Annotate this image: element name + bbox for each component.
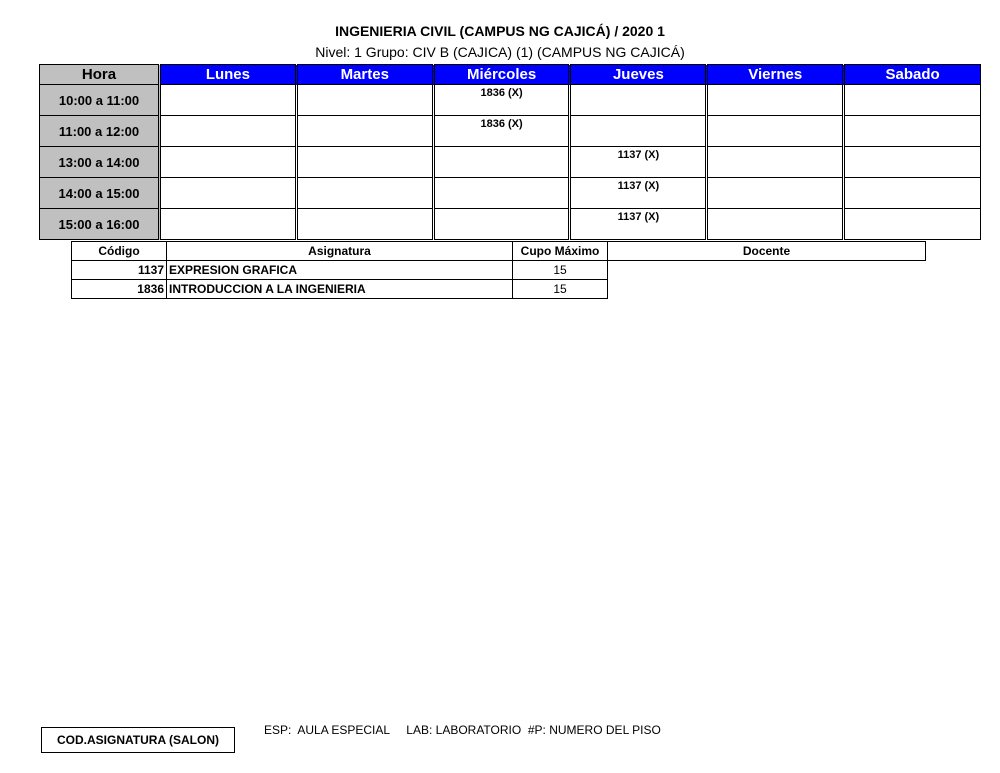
schedule-row (40, 116, 981, 147)
schedule-cell (433, 209, 570, 240)
codigo-header: Código (72, 242, 167, 261)
schedule-cell (844, 178, 981, 209)
legend-box: COD.ASIGNATURA (SALON) (41, 727, 235, 753)
schedule-cell (296, 116, 433, 147)
schedule-cell (570, 116, 707, 147)
schedule-cell (707, 147, 844, 178)
schedule-cell (433, 147, 570, 178)
schedule-cell: 1836 (X) (433, 85, 570, 116)
schedule-cell: 1137 (X) (570, 147, 707, 178)
cupo-header: Cupo Máximo (513, 242, 608, 261)
page-subtitle: Nivel: 1 Grupo: CIV B (CAJICA) (1) (CAMPUS NG CAJICÁ) (315, 44, 685, 60)
schedule-row (40, 85, 981, 116)
day-header-sabado: Sabado (844, 65, 981, 85)
subject-cupo: 15 (513, 261, 608, 280)
schedule-cell (296, 209, 433, 240)
time-slot: 15:00 a 16:00 (40, 209, 160, 240)
schedule-cell (160, 209, 297, 240)
schedule-cell (296, 147, 433, 178)
table-row (72, 261, 926, 280)
schedule-cell (160, 147, 297, 178)
day-header-lunes: Lunes (160, 65, 297, 85)
subject-code: 1137 (72, 261, 167, 280)
subjects-header-row (72, 242, 926, 261)
day-header-miercoles: Miércoles (433, 65, 570, 85)
schedule-cell (433, 178, 570, 209)
schedule-cell (296, 85, 433, 116)
schedule-header-row (40, 65, 981, 85)
schedule-row (40, 209, 981, 240)
schedule-cell (707, 178, 844, 209)
schedule-cell: 1836 (X) (433, 116, 570, 147)
time-slot: 10:00 a 11:00 (40, 85, 160, 116)
day-header-martes: Martes (296, 65, 433, 85)
schedule-table (39, 64, 981, 240)
hora-header: Hora (40, 65, 160, 85)
subject-name: EXPRESION GRAFICA (167, 261, 513, 280)
legend-text: ESP: AULA ESPECIAL LAB: LABORATORIO #P: NUMERO DEL PISO (264, 723, 661, 737)
table-row (72, 280, 926, 299)
schedule-cell (844, 147, 981, 178)
time-slot: 11:00 a 12:00 (40, 116, 160, 147)
time-slot: 14:00 a 15:00 (40, 178, 160, 209)
schedule-cell (570, 85, 707, 116)
asignatura-header: Asignatura (167, 242, 513, 261)
page-title: INGENIERIA CIVIL (CAMPUS NG CAJICÁ) / 2020 1 (335, 23, 665, 39)
time-slot: 13:00 a 14:00 (40, 147, 160, 178)
schedule-row (40, 178, 981, 209)
schedule-cell: 1137 (X) (570, 209, 707, 240)
subject-name: INTRODUCCION A LA INGENIERIA (167, 280, 513, 299)
schedule-cell (160, 85, 297, 116)
day-header-jueves: Jueves (570, 65, 707, 85)
schedule-cell (707, 85, 844, 116)
subject-docente (608, 261, 926, 280)
subject-docente (608, 280, 926, 299)
schedule-cell (707, 209, 844, 240)
docente-header: Docente (608, 242, 926, 261)
schedule-cell (160, 116, 297, 147)
schedule-cell: 1137 (X) (570, 178, 707, 209)
schedule-cell (844, 116, 981, 147)
schedule-cell (296, 178, 433, 209)
subject-code: 1836 (72, 280, 167, 299)
schedule-row (40, 147, 981, 178)
subjects-table (71, 241, 926, 299)
schedule-cell (707, 116, 844, 147)
schedule-cell (844, 209, 981, 240)
schedule-cell (160, 178, 297, 209)
subject-cupo: 15 (513, 280, 608, 299)
schedule-cell (844, 85, 981, 116)
day-header-viernes: Viernes (707, 65, 844, 85)
